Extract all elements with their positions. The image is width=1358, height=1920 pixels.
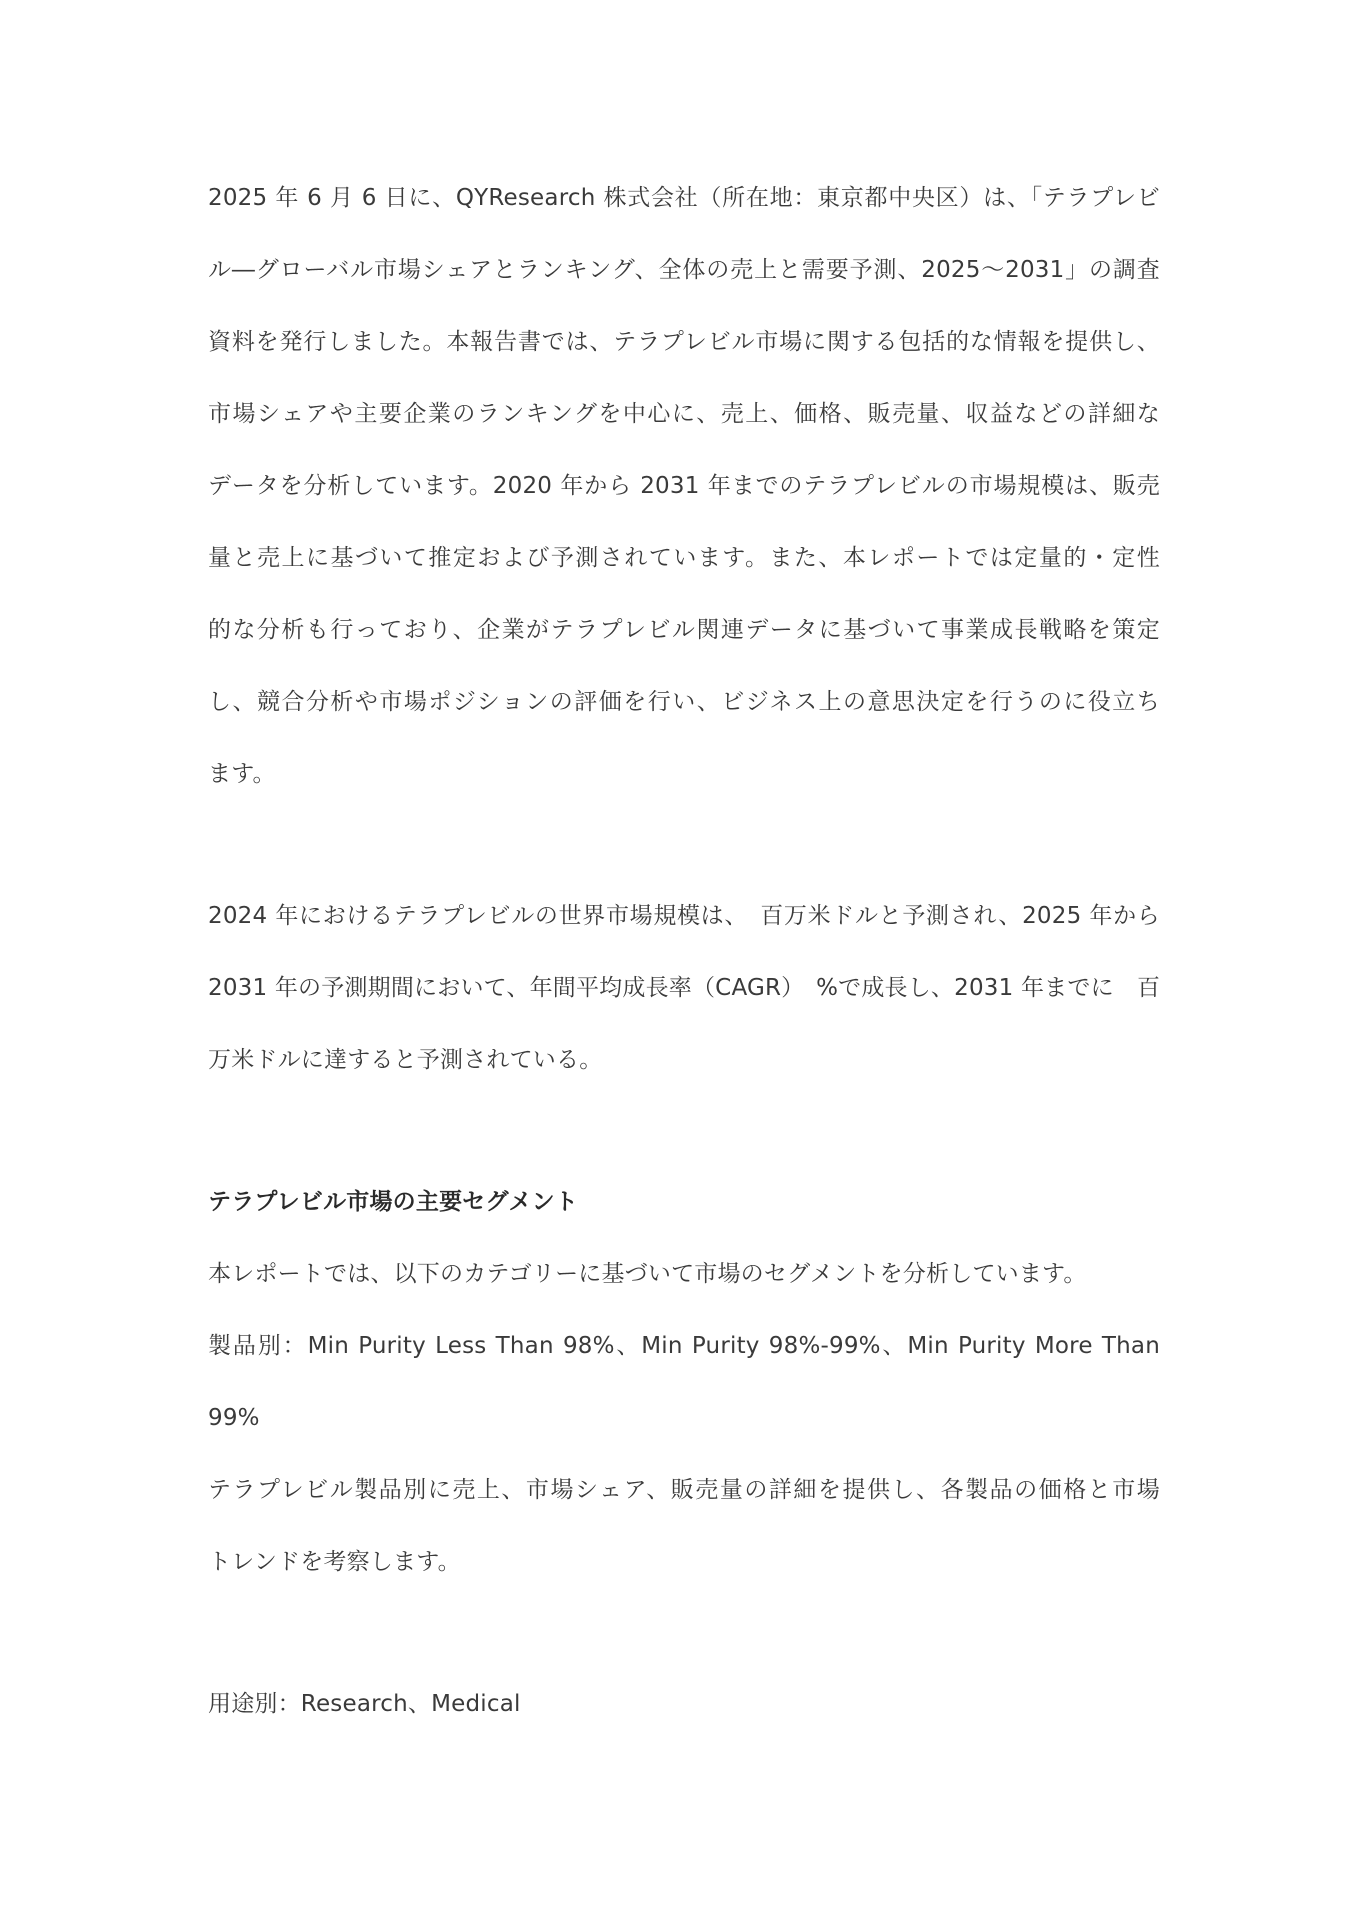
market-line-3: 万米ドルに達すると予測されている。	[208, 1047, 603, 1073]
product-desc-line-1: テラプレビル製品別に売上、市場シェア、販売量の詳細を提供し、各製品の価格と市場	[208, 1477, 1160, 1503]
intro-line-5: データを分析しています。2020 年から 2031 年までのテラプレビルの市場規模は、販売	[208, 473, 1160, 499]
segments-heading: テラプレビル市場の主要セグメント	[208, 1189, 579, 1215]
intro-line-4: 市場シェアや主要企業のランキングを中心に、売上、価格、販売量、収益などの詳細な	[208, 401, 1160, 427]
by-application: 用途別：Research、Medical	[208, 1691, 521, 1717]
segments-intro: 本レポートでは、以下のカテゴリーに基づいて市場のセグメントを分析しています。	[208, 1261, 1087, 1287]
intro-line-1: 2025 年 6 月 6 日に、QYResearch 株式会社（所在地：東京都中央区）は、「テラプレビ	[208, 185, 1160, 211]
by-product-line-2: 99%	[208, 1405, 260, 1431]
intro-line-7: 的な分析も行っており、企業がテラプレビル関連データに基づいて事業成長戦略を策定	[208, 617, 1160, 643]
intro-line-8: し、競合分析や市場ポジションの評価を行い、ビジネス上の意思決定を行うのに役立ち	[208, 689, 1160, 715]
intro-line-3: 資料を発行しました。本報告書では、テラプレビル市場に関する包括的な情報を提供し、	[208, 329, 1160, 355]
market-line-1: 2024 年におけるテラプレビルの世界市場規模は、 百万米ドルと予測され、2025 年から	[208, 903, 1160, 929]
market-line-2: 2031 年の予測期間において、年間平均成長率（CAGR） %で成長し、2031 年までに 百	[208, 975, 1161, 1001]
product-desc-line-2: トレンドを考察します。	[208, 1549, 461, 1575]
intro-line-9: ます。	[208, 761, 276, 787]
intro-line-2: ル―グローバル市場シェアとランキング、全体の売上と需要予測、2025～2031」の調査	[208, 257, 1160, 283]
intro-line-6: 量と売上に基づいて推定および予測されています。また、本レポートでは定量的・定性	[208, 545, 1160, 571]
by-product-line-1: 製品別：Min Purity Less Than 98%、Min Purity 98%-99%、Min Purity More Than	[208, 1333, 1160, 1359]
